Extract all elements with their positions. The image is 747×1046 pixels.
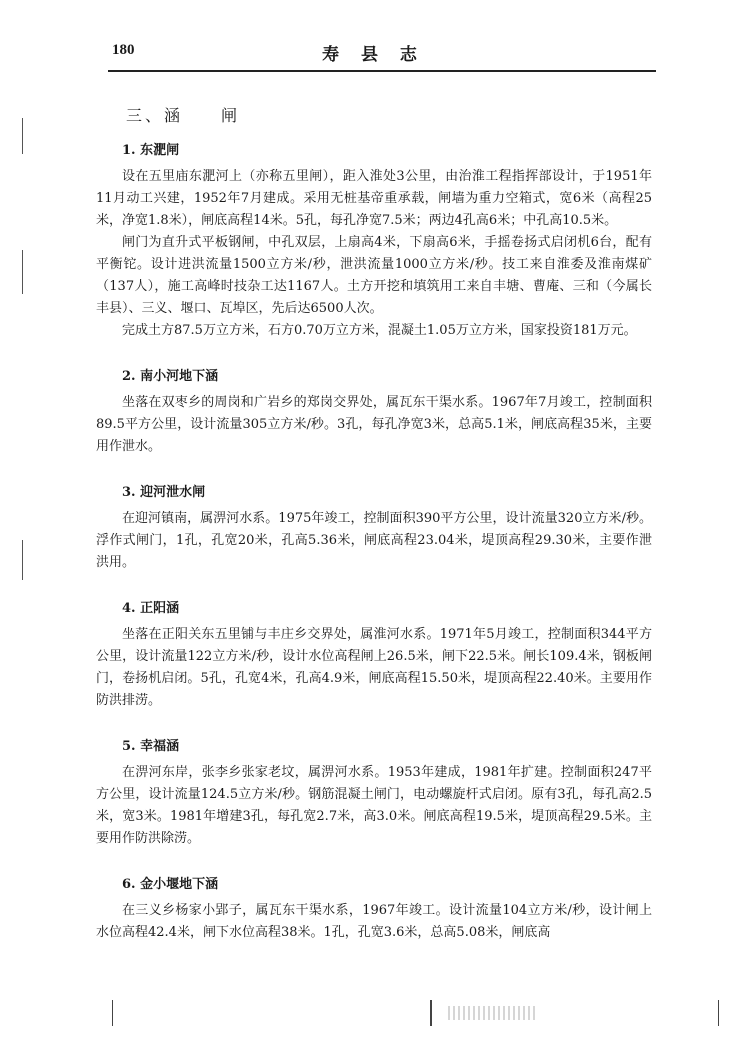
entry-title: 4. 正阳涵 xyxy=(122,601,180,616)
paragraph: 在三义乡杨家小郢子，属瓦东干渠水系，1967年竣工。设计流量104立方米/秒，设计闸上水位高程42.4米，闸下水位高程38米。1孔，孔宽3.6米，总高5.08米，闸底高 xyxy=(96,903,652,940)
paragraph: 在迎河镇南，属淠河水系。1975年竣工，控制面积390平方公里，设计流量320立方米/秒。浮作式闸门，1孔，孔宽20米，孔高5.36米，闸底高程23.04米，堤顶高程29.30米，主要作泄洪用。 xyxy=(96,511,652,570)
paragraph: 坐落在正阳关东五里铺与丰庄乡交界处，属淮河水系。1971年5月竣工，控制面积344平方公里，设计流量122立方米/秒，设计水位高程闸上26.5米，闸下22.5米。闸长109.4米，钢板闸门，卷扬机启闭。5孔，孔宽4米，孔高4.9米，闸底高程15.50米，堤顶高程22.40米。主要用作防洪排涝。 xyxy=(96,627,652,708)
article-body xyxy=(96,140,652,968)
paragraph: 在淠河东岸，张李乡张家老坟，属淠河水系。1953年建成，1981年扩建。控制面积247平方公里，设计流量124.5立方米/秒。钢筋混凝土闸门，电动螺旋杆式启闭。原有3孔，每孔高2.5米，宽3米。1981年增建3孔，每孔宽2.7米，高3.0米。闸底高程19.5米，堤顶高程29.5米。主要用作防洪除涝。 xyxy=(96,765,652,846)
entry-xingfu-culvert xyxy=(96,736,652,850)
scan-noise xyxy=(448,1006,538,1020)
margin-mark xyxy=(22,540,23,580)
entry-nanxiaohe-culvert xyxy=(96,366,652,458)
entry-title: 3. 迎河泄水闸 xyxy=(122,485,206,500)
paragraph: 完成土方87.5万立方米，石方0.70万立方米，混凝土1.05万立方米，国家投资181万元。 xyxy=(122,323,637,338)
entry-title: 6. 金小堰地下涵 xyxy=(122,877,219,892)
entry-title: 5. 幸福涵 xyxy=(122,739,180,754)
header-rule xyxy=(108,70,656,72)
section-heading: 三、涵 闸 xyxy=(126,106,241,125)
scan-mark xyxy=(112,1000,113,1026)
scan-footer-marks xyxy=(0,1000,747,1030)
scan-mark xyxy=(430,1000,432,1026)
paragraph: 设在五里庙东淝河上（亦称五里闸），距入淮处3公里，由治淮工程指挥部设计，于1951年11月动工兴建，1952年7月建成。采用无桩基帝重承载，闸墙为重力空箱式，宽6米（高程25米，净宽1.8米），闸底高程14米。5孔，每孔净宽7.5米；两边4孔高6米；中孔高10.5米。 xyxy=(96,169,652,228)
page-number: 180 xyxy=(112,42,135,58)
entry-jinxiaoyan-culvert xyxy=(96,874,652,944)
entry-zhengyang-culvert xyxy=(96,598,652,712)
entry-dongfei-gate xyxy=(96,140,652,342)
paragraph: 闸门为直升式平板钢闸，中孔双层，上扇高4米，下扇高6米，手摇卷扬式启闭机6台，配有平衡铊。设计进洪流量1500立方米/秒，泄洪流量1000立方米/秒。技工来自淮委及淮南煤矿（137人），施工高峰时技杂工达1167人。土方开挖和填筑用工来自丰塘、曹庵、三和（今属长丰县）、三义、堰口、瓦埠区，先后达6500人次。 xyxy=(96,235,652,316)
entry-title: 1. 东淝闸 xyxy=(122,143,180,158)
running-title: 寿 县 志 xyxy=(322,45,425,65)
paragraph: 坐落在双枣乡的周岗和广岩乡的郑岗交界处，属瓦东干渠水系。1967年7月竣工，控制面积89.5平方公里，设计流量305立方米/秒。3孔，每孔净宽3米，总高5.1米，闸底高程35米，主要用作泄水。 xyxy=(96,395,652,454)
margin-mark xyxy=(22,118,23,154)
scan-mark xyxy=(718,1000,719,1026)
entry-yinghe-sluice xyxy=(96,482,652,574)
margin-mark xyxy=(22,250,23,294)
entry-title: 2. 南小河地下涵 xyxy=(122,369,219,384)
